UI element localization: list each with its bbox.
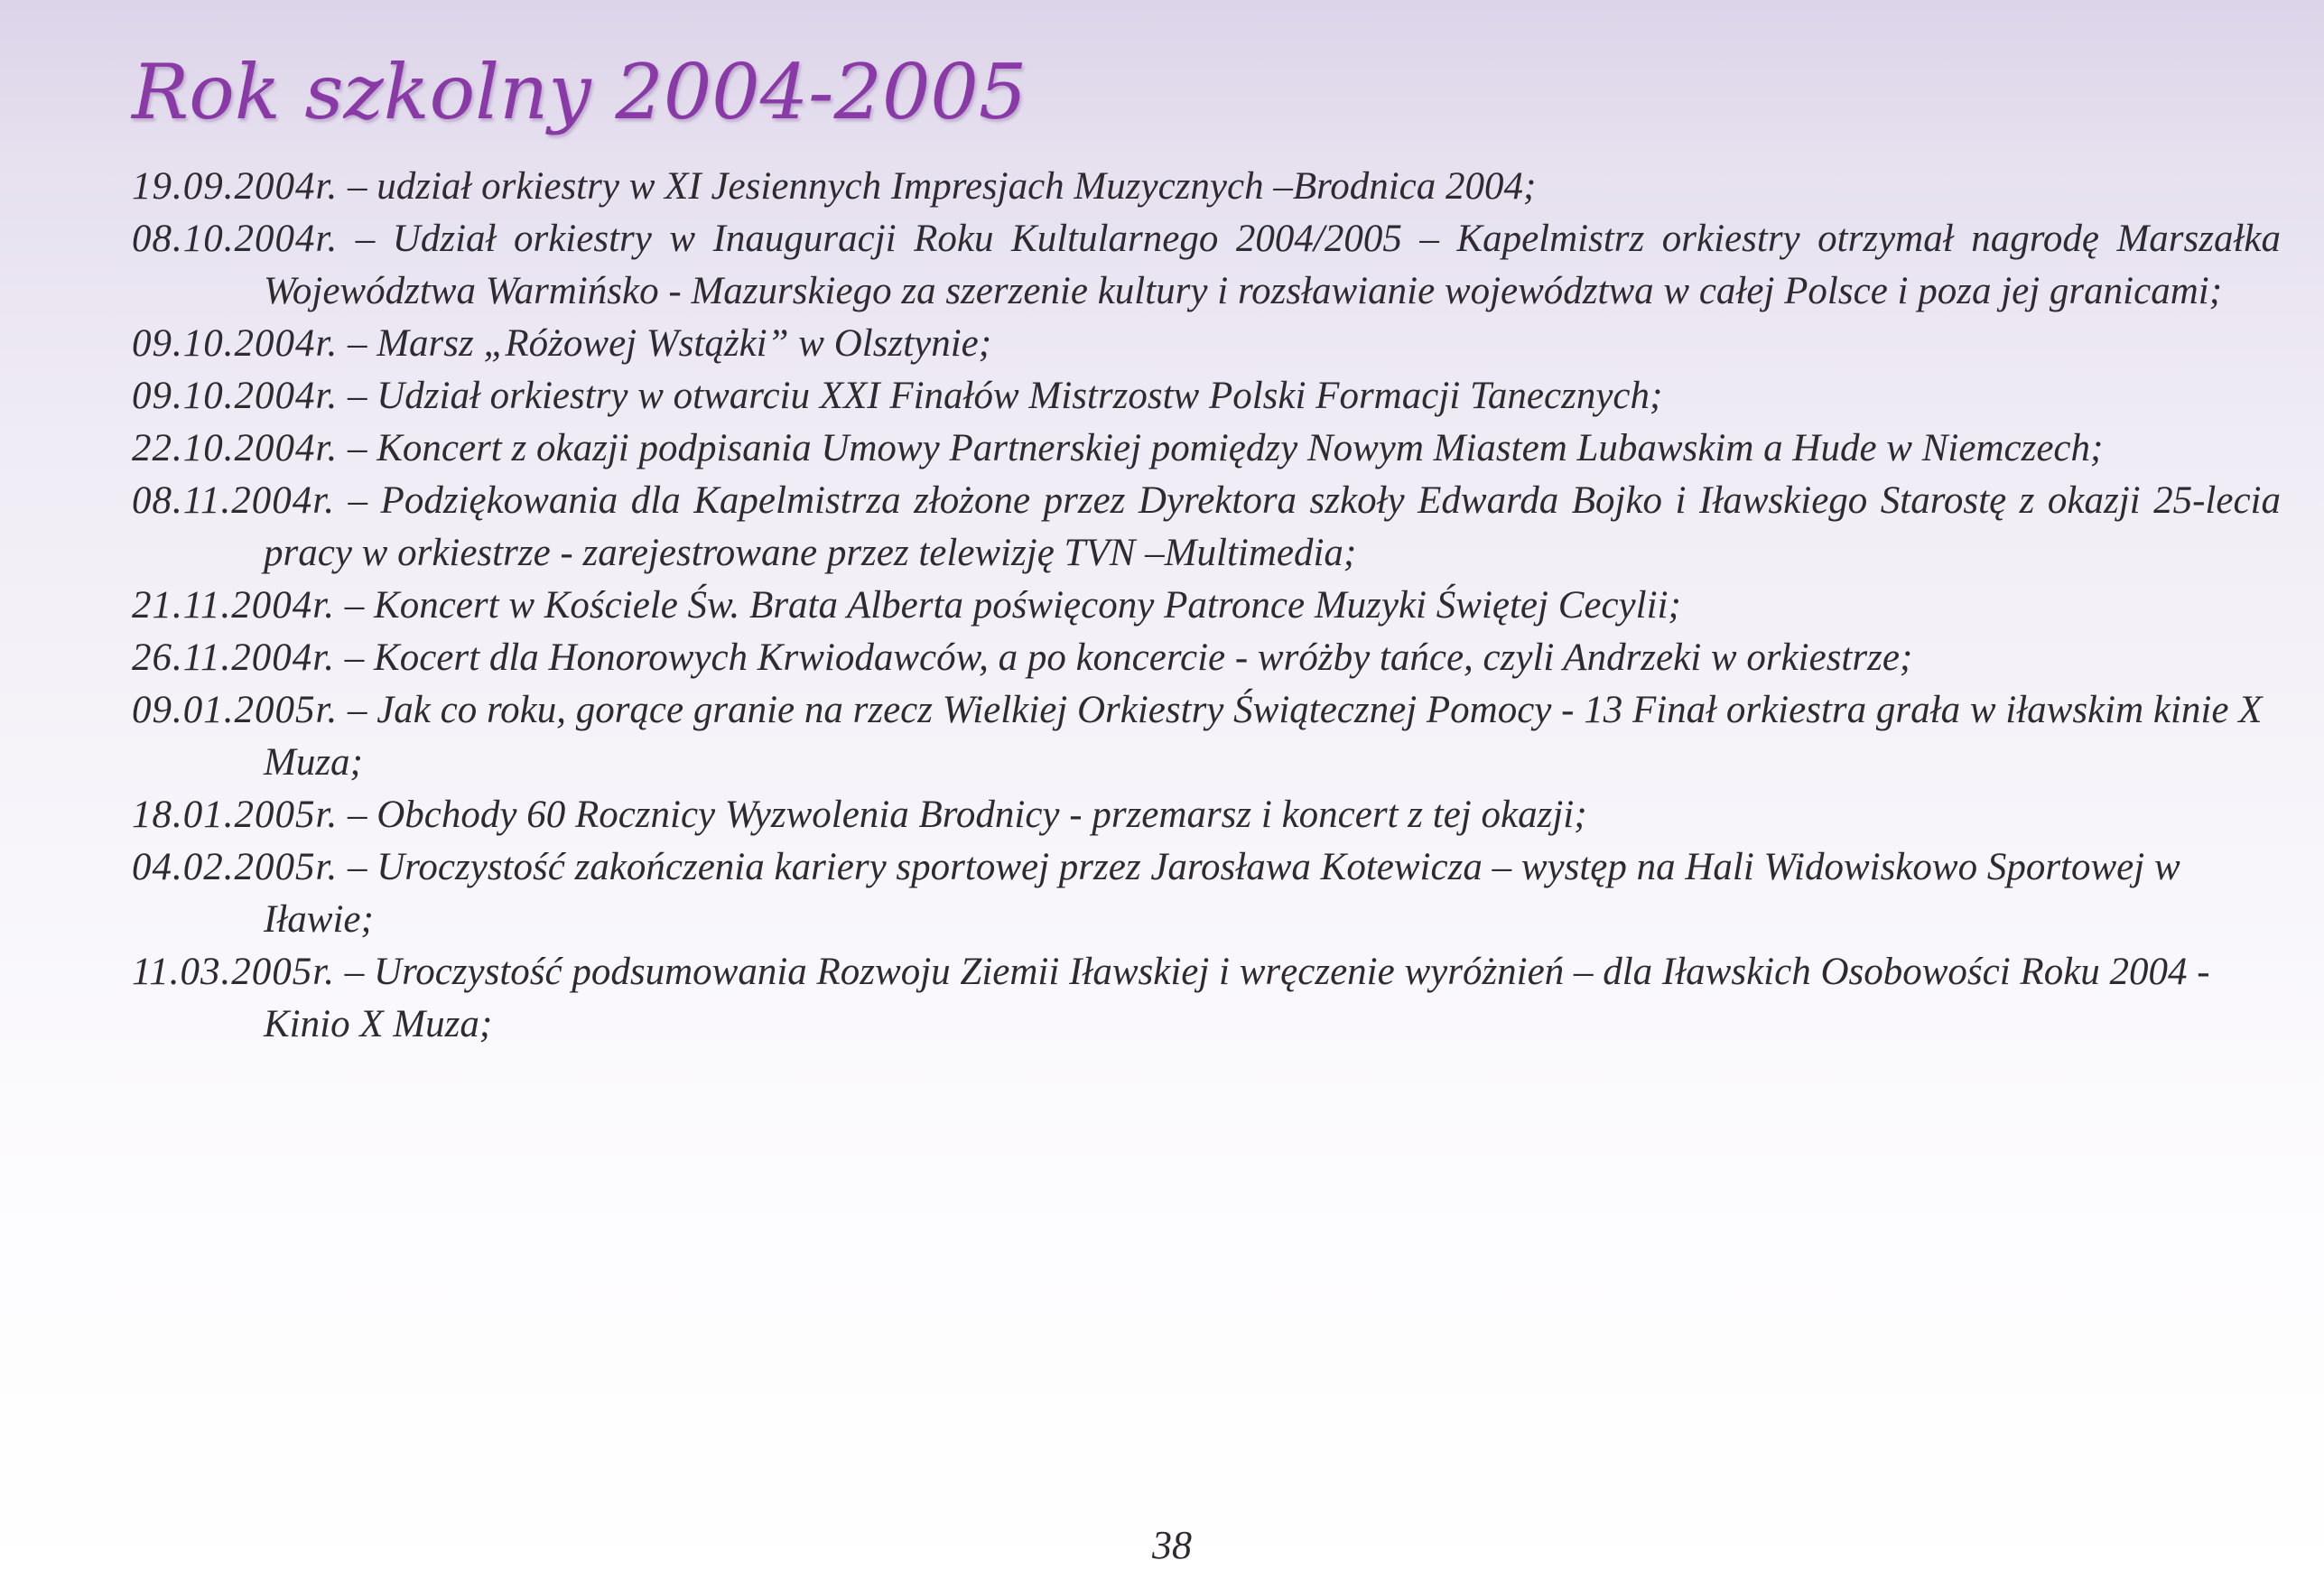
entry-text: – udział orkiestry w XI Jesiennych Impresjach Muzycznych –Brodnica 2004;: [347, 165, 1537, 208]
entry-date: 22.10.2004r.: [132, 427, 339, 469]
entry-text: – Podziękowania dla Kapelmistrza złożone przez Dyrektora szkoły Edwarda Bojko i Iławskiego Starostę z okazji 25-lecia pracy w orkiestrze - zarejestrowane przez telewizję TVN –Multimedia;: [264, 479, 2281, 574]
entry-text: – Koncert z okazji podpisania Umowy Partnerskiej pomiędzy Nowym Miastem Lubawskim a Hude w Niemczech;: [347, 427, 2104, 469]
page-title: Rok szkolny 2004-2005: [132, 48, 1027, 136]
entry-text: – Udział orkiestry w Inauguracji Roku Kultularnego 2004/2005 – Kapelmistrz orkiestry otrzymał nagrodę Marszałka Województwa Warmińsko - Mazurskiego za szerzenie kultury i rozsławianie województwa w całej Polsce i poza jej granicami;: [264, 218, 2282, 312]
entry-date: 09.01.2005r.: [132, 689, 339, 731]
entry-date: 26.11.2004r.: [132, 636, 336, 679]
entry-text: – Koncert w Kościele Św. Brata Alberta poświęcony Patronce Muzyki Świętej Cecylii;: [344, 584, 1681, 627]
list-item: [132, 423, 2281, 475]
entry-date: 09.10.2004r.: [132, 375, 339, 417]
entry-date: 11.03.2005r.: [132, 951, 336, 993]
list-item: [132, 161, 2281, 213]
list-item: [132, 684, 2281, 789]
list-item: [132, 318, 2281, 370]
entry-date: 21.11.2004r.: [132, 584, 336, 627]
entry-date: 09.10.2004r.: [132, 322, 339, 365]
entry-text: – Jak co roku, gorące granie na rzecz Wielkiej Orkiestry Świątecznej Pomocy - 13 Finał orkiestra grała w iławskim kinie X Muza;: [264, 689, 2263, 784]
entry-text: – Udział orkiestry w otwarciu XXI Finałów Mistrzostw Polski Formacji Tanecznych;: [347, 375, 1663, 417]
entry-text: – Uroczystość zakończenia kariery sportowej przez Jarosława Kotewicza – występ na Hali Widowiskowo Sportowej w Iławie;: [264, 846, 2180, 941]
entry-text: – Marsz „Różowej Wstążki” w Olsztynie;: [347, 322, 992, 365]
list-item: [132, 632, 2281, 684]
list-item: [132, 580, 2281, 632]
list-item: [132, 475, 2281, 580]
list-item: [132, 841, 2281, 946]
entry-text: – Uroczystość podsumowania Rozwoju Ziemii Iławskiej i wręczenie wyróżnień – dla Iławskich Osobowości Roku 2004 - Kinio X Muza;: [264, 951, 2210, 1045]
entry-text: – Kocert dla Honorowych Krwiodawców, a po koncercie - wróżby tańce, czyli Andrzeki w orkiestrze;: [344, 636, 1913, 679]
entry-date: 04.02.2005r.: [132, 846, 339, 888]
page-number: 38: [1152, 1523, 1192, 1567]
list-item: [132, 370, 2281, 423]
entry-date: 18.01.2005r.: [132, 794, 339, 836]
list-item: [132, 789, 2281, 841]
entry-date: 08.10.2004r.: [132, 218, 339, 260]
list-item: [132, 213, 2281, 318]
entry-date: 08.11.2004r.: [132, 479, 336, 522]
list-item: [132, 946, 2281, 1051]
entry-date: 19.09.2004r.: [132, 165, 339, 208]
entry-text: – Obchody 60 Rocznicy Wyzwolenia Brodnicy - przemarsz i koncert z tej okazji;: [347, 794, 1587, 836]
event-list: [132, 161, 2281, 1051]
